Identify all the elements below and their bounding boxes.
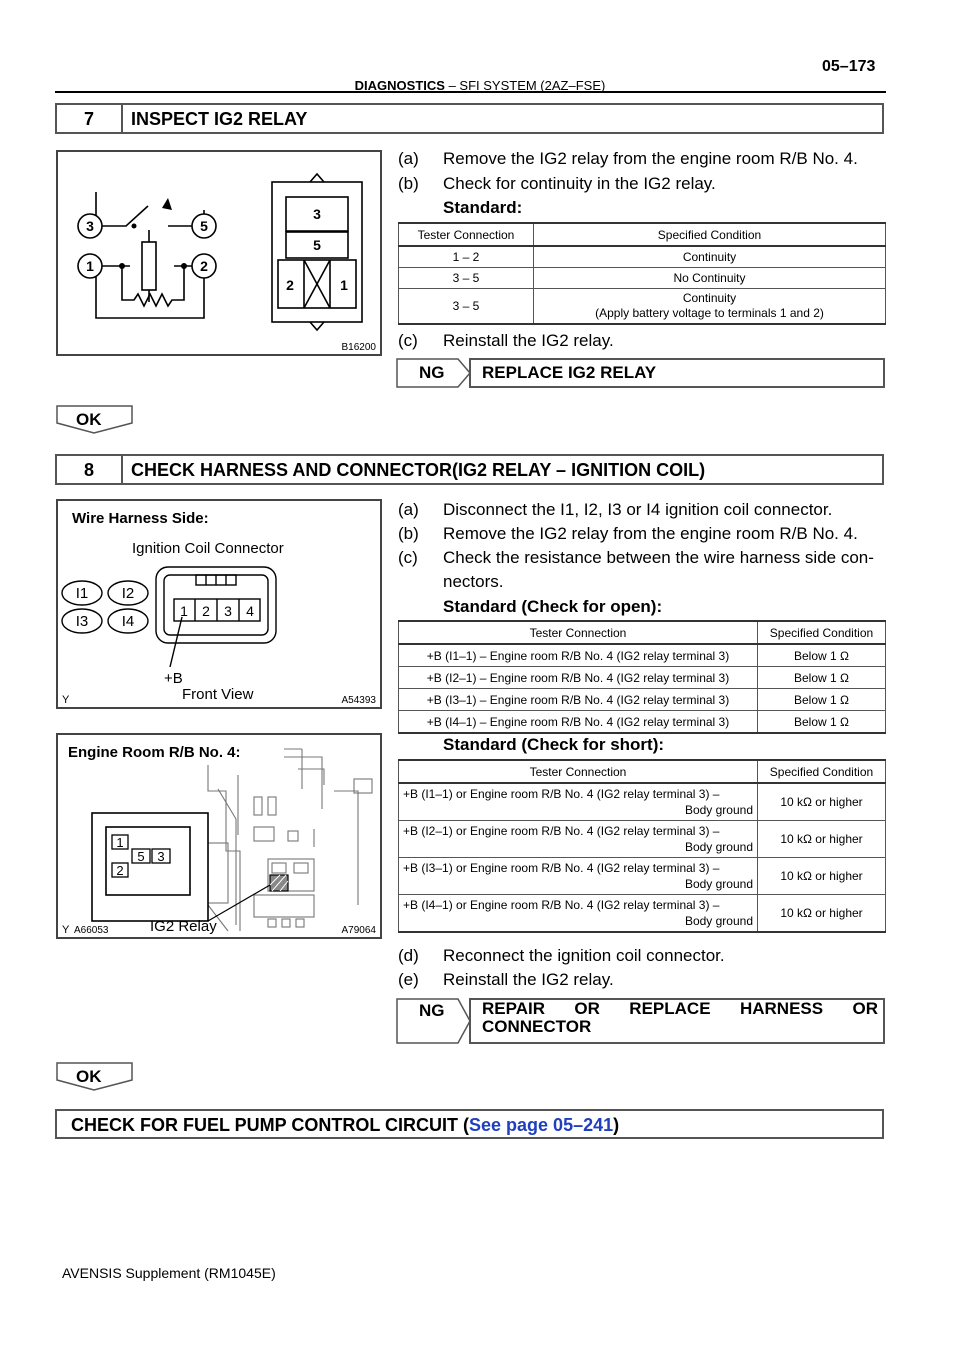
figure-title: Engine Room R/B No. 4: [68, 744, 241, 761]
instruction-c: (c) Check the resistance between the wire harness side con- [398, 548, 874, 567]
terminal-label: 5 [200, 218, 208, 234]
step-number: 8 [57, 456, 123, 483]
instruction-a: (a) Disconnect the I1, I2, I3 or I4 ignition coil connector. [398, 500, 833, 519]
relay-block-pin: 1 [116, 835, 124, 850]
header-section: DIAGNOSTICS [354, 78, 445, 93]
figure-mark: Y [62, 924, 70, 936]
column-header: Tester Connection [399, 621, 758, 644]
footer: AVENSIS Supplement (RM1045E) [62, 1265, 276, 1281]
figure-code: B16200 [341, 342, 376, 353]
relay-pin-label: 1 [340, 277, 348, 293]
column-header: Tester Connection [399, 223, 534, 246]
terminal-label: 3 [86, 218, 94, 234]
ng-action: REPLACE IG2 RELAY [482, 363, 657, 382]
relay-pin-label: 5 [313, 237, 321, 253]
relay-figure [56, 150, 382, 356]
header-subtitle: – SFI SYSTEM (2AZ–FSE) [444, 78, 606, 93]
ok-label: OK [76, 410, 102, 429]
plus-b-label: +B [164, 670, 183, 687]
table-row: +B (I3–1) or Engine room R/B No. 4 (IG2 relay terminal 3) – Body ground 10 kΩ or higher [399, 858, 886, 895]
relay-block-figure [56, 733, 382, 939]
pin-label: 1 [180, 603, 188, 619]
pin-label: 4 [246, 603, 254, 619]
open-standard-label: Standard (Check for open): [443, 597, 663, 616]
column-header: Specified Condition [758, 621, 886, 644]
figure-title: Wire Harness Side: [72, 510, 209, 527]
figure-code: A79064 [341, 925, 376, 936]
column-header: Specified Condition [534, 223, 886, 246]
column-header: Specified Condition [758, 760, 886, 783]
pin-label: 2 [202, 603, 210, 619]
coil-label: I2 [121, 585, 135, 602]
instruction-b: (b) Remove the IG2 relay from the engine room R/B No. 4. [398, 524, 858, 543]
figure-code: A54393 [341, 695, 376, 706]
step-number: 7 [57, 105, 123, 132]
coil-label: I4 [121, 613, 135, 630]
instruction-e: (e) Reinstall the IG2 relay. [398, 970, 614, 989]
open-check-table [398, 620, 886, 734]
relay-label: IG2 Relay [150, 918, 217, 935]
ng-action-line2: CONNECTOR [482, 1017, 592, 1036]
standard-label: Standard: [443, 198, 523, 217]
relay-pin-label: 2 [286, 277, 294, 293]
view-label: Front View [182, 686, 254, 703]
column-header: Tester Connection [399, 760, 758, 783]
pin-label: 3 [224, 603, 232, 619]
table-row: 3 – 5 Continuity (Apply battery voltage to terminals 1 and 2) [399, 289, 886, 325]
header-rule [55, 91, 886, 93]
relay-block-pin: 5 [137, 849, 145, 864]
ng-label: NG [419, 363, 445, 382]
instruction-c: (c) Reinstall the IG2 relay. [398, 331, 614, 350]
coil-label: I1 [75, 585, 89, 602]
continuity-table [398, 222, 886, 325]
instruction-d: (d) Reconnect the ignition coil connector. [398, 946, 725, 965]
instruction-c-continued: nectors. [443, 572, 504, 591]
ng-action-line1: REPAIR OR REPLACE HARNESS OR [482, 999, 878, 1018]
ng-label: NG [419, 1001, 445, 1020]
relay-block-pin: 2 [116, 863, 124, 878]
table-row: +B (I1–1) – Engine room R/B No. 4 (IG2 relay terminal 3) Below 1 Ω [399, 644, 886, 667]
table-row: 1 – 2 Continuity [399, 246, 886, 268]
table-row: +B (I4–1) or Engine room R/B No. 4 (IG2 relay terminal 3) – Body ground 10 kΩ or higher [399, 895, 886, 933]
step-7-header [55, 103, 884, 134]
final-step-close: ) [613, 1115, 620, 1135]
terminal-label: 1 [86, 258, 94, 274]
short-check-table [398, 759, 886, 933]
ok-label: OK [76, 1067, 102, 1086]
table-row: +B (I1–1) or Engine room R/B No. 4 (IG2 relay terminal 3) – Body ground 10 kΩ or higher [399, 783, 886, 821]
step-title: CHECK HARNESS AND CONNECTOR(IG2 RELAY – IGNITION COIL) [131, 460, 706, 480]
figure-code-left: A66053 [74, 925, 109, 936]
table-row: +B (I2–1) or Engine room R/B No. 4 (IG2 relay terminal 3) – Body ground 10 kΩ or higher [399, 821, 886, 858]
connector-label: Ignition Coil Connector [132, 540, 284, 557]
step-8-header [55, 454, 884, 485]
coil-label: I3 [75, 613, 89, 630]
step-title: INSPECT IG2 RELAY [131, 109, 308, 129]
terminal-label: 2 [200, 258, 208, 274]
table-row: +B (I2–1) – Engine room R/B No. 4 (IG2 relay terminal 3) Below 1 Ω [399, 667, 886, 689]
relay-pin-label: 3 [313, 206, 321, 222]
instruction-b: (b) Check for continuity in the IG2 relay. [398, 174, 716, 193]
see-page-link[interactable]: See page 05–241 [469, 1115, 614, 1135]
short-standard-label: Standard (Check for short): [443, 735, 665, 754]
figure-mark: Y [62, 694, 70, 706]
table-row: +B (I3–1) – Engine room R/B No. 4 (IG2 relay terminal 3) Below 1 Ω [399, 689, 886, 711]
relay-schematic [58, 152, 380, 354]
table-row: +B (I4–1) – Engine room R/B No. 4 (IG2 relay terminal 3) Below 1 Ω [399, 711, 886, 734]
connector-figure [56, 499, 382, 709]
instruction-a: (a) Remove the IG2 relay from the engine room R/B No. 4. [398, 149, 858, 168]
relay-block-pin: 3 [157, 849, 165, 864]
final-step-text: CHECK FOR FUEL PUMP CONTROL CIRCUIT ( [71, 1115, 470, 1135]
final-step [55, 1109, 884, 1139]
table-row: 3 – 5 No Continuity [399, 268, 886, 289]
page-number: 05–173 [822, 58, 876, 75]
